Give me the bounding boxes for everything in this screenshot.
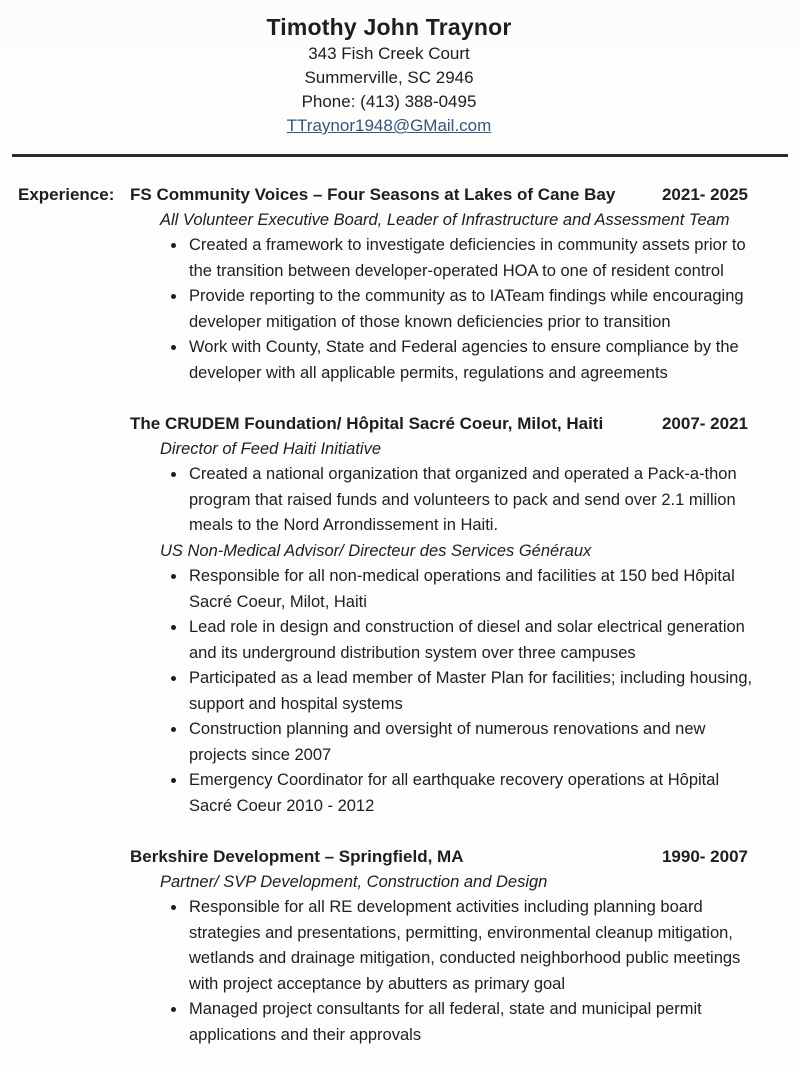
job-entry: [130, 411, 760, 819]
bullet-list: [160, 462, 760, 539]
bullet-item: • Emergency Coordinator for all earthquake recovery operations at Hôpital Sacré Coeur 2010 - 2012: [187, 768, 760, 819]
experience-section: [18, 182, 760, 1048]
company-name: The CRUDEM Foundation/ Hôpital Sacré Coeur, Milot, Haiti: [130, 414, 604, 433]
job-roles: [130, 437, 760, 820]
job-header: [130, 182, 760, 208]
bullet-list: [160, 233, 760, 386]
job-dates: 2021- 2025: [661, 185, 748, 204]
bullet-item: • Responsible for all non-medical operations and facilities at 150 bed Hôpital Sacré Coeur, Milot, Haiti: [187, 564, 760, 615]
job-dates: 2007- 2021: [661, 414, 748, 433]
bullet-item: • Work with County, State and Federal agencies to ensure compliance by the developer with all applicable permits, regulations and agreements: [187, 335, 760, 386]
phone-number: Phone: (413) 388-0495: [301, 92, 477, 111]
bullet-list: [160, 564, 760, 819]
bullet-item: • Participated as a lead member of Master Plan for facilities; including housing, support and hospital systems: [187, 666, 760, 717]
role-title: Partner/ SVP Development, Construction and Design: [160, 872, 548, 891]
job-entry: [130, 182, 760, 386]
header-divider: [12, 154, 788, 157]
role-title: All Volunteer Executive Board, Leader of Infrastructure and Assessment Team: [160, 210, 730, 229]
address-city-state-zip: Summerville, SC 2946: [304, 68, 474, 87]
company-name: FS Community Voices – Four Seasons at Lakes of Cane Bay: [130, 185, 616, 204]
role-title: Director of Feed Haiti Initiative: [160, 439, 382, 458]
bullet-item: • Created a national organization that organized and operated a Pack-a-thon program that raised funds and volunteers to pack and send over 2.1 million meals to the Nord Arrondissement in Haiti.: [187, 462, 760, 539]
job-entry: [130, 844, 760, 1048]
company-name: Berkshire Development – Springfield, MA: [130, 847, 464, 866]
address-street: 343 Fish Creek Court: [308, 44, 470, 63]
job-roles: [130, 208, 760, 387]
role-title: US Non-Medical Advisor/ Directeur des Services Généraux: [160, 541, 592, 560]
bullet-item: • Created a framework to investigate deficiencies in community assets prior to the transition between developer-operated HOA to one of resident control: [187, 233, 760, 284]
resume-header: [18, 8, 760, 138]
bullet-item: • Lead role in design and construction of diesel and solar electrical generation and its underground distribution system over three campuses: [187, 615, 760, 666]
experience-entries: [130, 182, 760, 1048]
bullet-item: • Construction planning and oversight of numerous renovations and new projects since 2007: [187, 717, 760, 768]
bullet-item: • Managed project consultants for all federal, state and municipal permit applications and their approvals: [187, 997, 760, 1048]
email-link[interactable]: TTraynor1948@GMail.com: [286, 116, 492, 135]
job-roles: [130, 870, 760, 1049]
bullet-item: • Provide reporting to the community as to IATeam findings while encouraging developer mitigation of those known deficiencies prior to transition: [187, 284, 760, 335]
bullet-list: [160, 895, 760, 1048]
job-header: [130, 844, 760, 870]
job-header: [130, 411, 760, 437]
bullet-item: • Responsible for all RE development activities including planning board strategies and presentations, permitting, environmental cleanup mitigation, wetlands and drainage mitigation, conducted neighborhood public meetings with project acceptance by abutters as primary goal: [187, 895, 760, 997]
experience-label: Experience:: [18, 185, 115, 204]
person-name: Timothy John Traynor: [266, 14, 512, 40]
job-dates: 1990- 2007: [661, 847, 748, 866]
